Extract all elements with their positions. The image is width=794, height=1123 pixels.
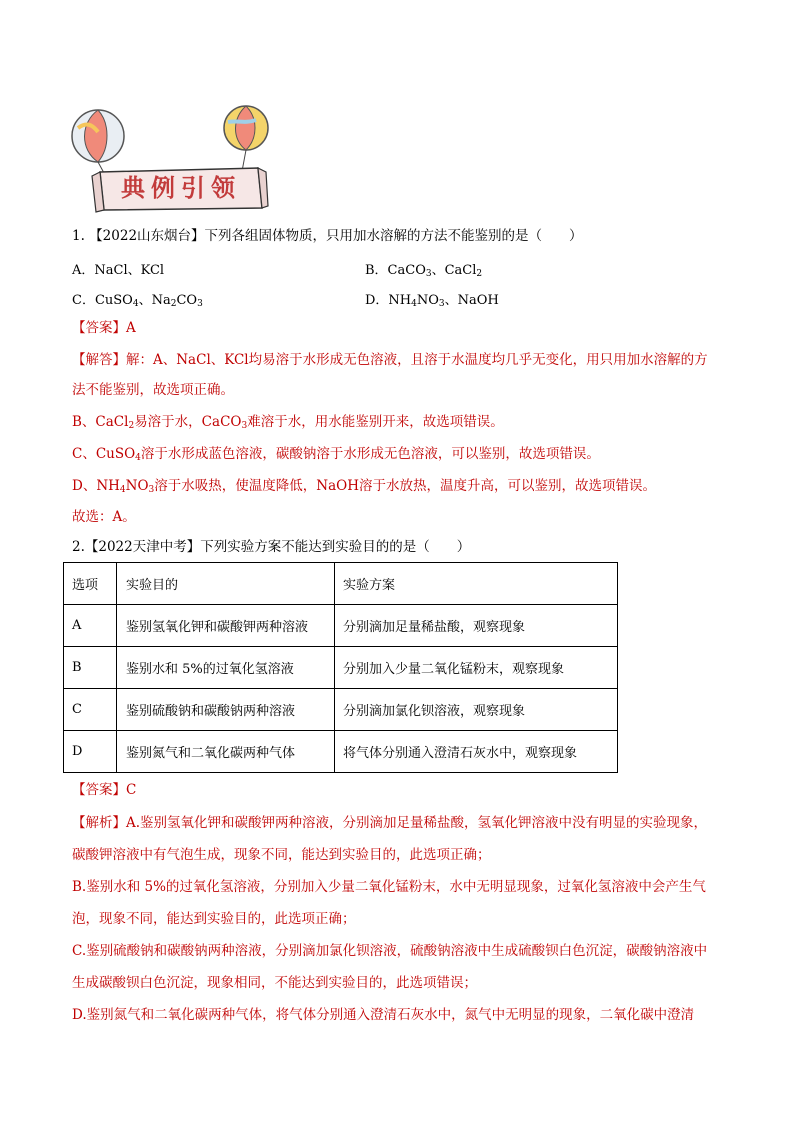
- q2-analysis-line-3: B.鉴别水和 5%的过氧化氢溶液，分别加入少量二氧化锰粉末，水中无明显现象，过氧化氢溶液中会产生气: [72, 879, 706, 895]
- q2-analysis-line-2: 碳酸钾溶液中有气泡生成，现象不同，能达到实验目的，此选项正确；: [72, 847, 491, 863]
- q1-analysis-line-c: C、CuSO$_4$溶于水形成蓝色溶液，碳酸钠溶于水形成无色溶液，可以鉴别，故选项错误。: [72, 446, 600, 463]
- q1-conclusion: 故选：A。: [72, 509, 136, 525]
- table-cell: D: [64, 731, 117, 773]
- table-row: [64, 605, 618, 647]
- table-row: [64, 689, 618, 731]
- q1-analysis-line-d: D、$NH_4NO_3$溶于水吸热，使温度降低，NaOH溶于水放热，温度升高，可以鉴别，故选项错误。: [72, 478, 656, 495]
- table-cell: C: [64, 689, 117, 731]
- q2-answer: 【答案】C: [72, 782, 137, 798]
- table-header-cell: 实验方案: [335, 563, 618, 605]
- q1-analysis-line-2: 法不能鉴别，故选项正确。: [72, 382, 234, 398]
- q1-analysis-line-1: 【解答】解：A、NaCl、KCl均易溶于水形成无色溶液，且溶于水温度均几乎无变化，用只用加水溶解的方: [72, 352, 708, 368]
- table-row: [64, 731, 618, 773]
- q1-option-c: C．CuSO$_4$、$Na_2CO_3$: [72, 293, 203, 309]
- table-cell: 鉴别氮气和二氧化碳两种气体: [117, 731, 335, 773]
- table-header-cell: 选项: [64, 563, 117, 605]
- q2-options-table: [63, 562, 618, 773]
- table-header-row: [64, 563, 618, 605]
- q1-answer: 【答案】A: [72, 320, 136, 336]
- q1-option-b: B．CaCO$_3$、CaCl$_2$: [365, 263, 483, 279]
- q2-stem: 2.【2022天津中考】下列实验方案不能达到实验目的的是（ ）: [72, 539, 471, 555]
- q1-analysis-line-b: B、CaCl$_2$易溶于水，CaCO$_3$难溶于水，用水能鉴别开来，故选项错误。: [72, 414, 504, 431]
- table-cell: 分别滴加氯化钡溶液，观察现象: [335, 689, 618, 731]
- example-banner: [70, 98, 270, 216]
- table-cell: 鉴别硫酸钠和碳酸钠两种溶液: [117, 689, 335, 731]
- table-cell: 鉴别氢氧化钾和碳酸钾两种溶液: [117, 605, 335, 647]
- table-header-cell: 实验目的: [117, 563, 335, 605]
- q2-analysis-line-5: C.鉴别硫酸钠和碳酸钠两种溶液，分别滴加氯化钡溶液，硫酸钠溶液中生成硫酸钡白色沉淀，碳酸钠溶液中: [72, 943, 708, 959]
- table-cell: 鉴别水和 5%的过氧化氢溶液: [117, 647, 335, 689]
- q1-option-d: D．$NH_4NO_3$、NaOH: [365, 293, 499, 309]
- q2-analysis-line-1: 【解析】A.鉴别氢氧化钾和碳酸钾两种溶液，分别滴加足量稀盐酸，氢氧化钾溶液中没有明显的实验现象，: [72, 815, 708, 831]
- q1-option-a: A．NaCl、KCl: [72, 263, 165, 278]
- table-cell: A: [64, 605, 117, 647]
- table-cell: B: [64, 647, 117, 689]
- q2-analysis-line-4: 泡，现象不同，能达到实验目的，此选项正确；: [72, 911, 356, 927]
- q2-analysis-line-7: D.鉴别氮气和二氧化碳两种气体，将气体分别通入澄清石灰水中，氮气中无明显的现象，二氧化碳中澄清: [72, 1007, 695, 1023]
- table-cell: 分别加入少量二氧化锰粉末，观察现象: [335, 647, 618, 689]
- banner-title: 典例引领: [121, 174, 241, 202]
- table-cell: 分别滴加足量稀盐酸，观察现象: [335, 605, 618, 647]
- table-row: [64, 647, 618, 689]
- q1-stem: 1. 【2022山东烟台】下列各组固体物质，只用加水溶解的方法不能鉴别的是（ ）: [72, 228, 583, 244]
- q2-analysis-line-6: 生成碳酸钡白色沉淀，现象相同，不能达到实验目的，此选项错误；: [72, 975, 477, 991]
- table-cell: 将气体分别通入澄清石灰水中，观察现象: [335, 731, 618, 773]
